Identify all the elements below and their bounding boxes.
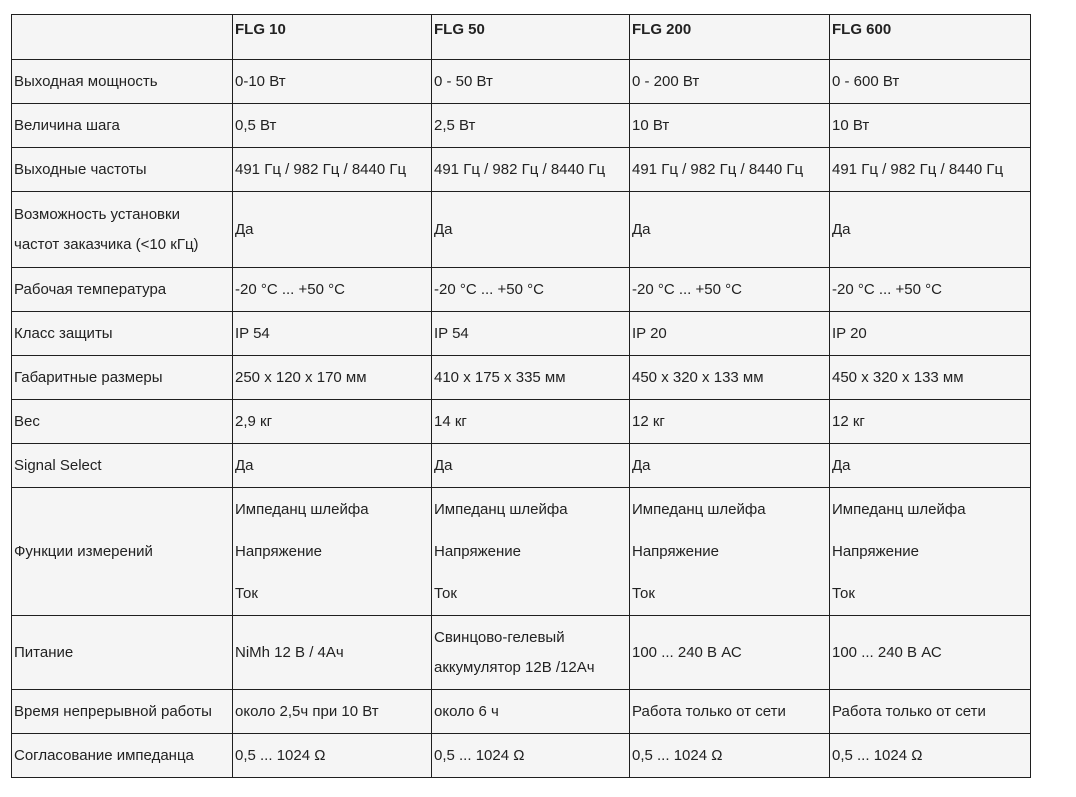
table-cell: 0-10 Вт: [233, 60, 432, 104]
table-cell: Да: [630, 444, 830, 488]
table-cell: Да: [233, 192, 432, 268]
table-cell: 2,9 кг: [233, 400, 432, 444]
table-cell: -20 °C ... +50 °C: [432, 268, 630, 312]
cell-line: Импеданц шлейфа: [235, 500, 369, 518]
table-cell: 0,5 ... 1024 Ω: [630, 734, 830, 778]
cell-line: Импеданц шлейфа: [632, 500, 766, 518]
table-row-custom-frequencies: [12, 192, 1031, 268]
table-row-signal-select: [12, 444, 1031, 488]
table-row-output-power: [12, 60, 1031, 104]
table-cell: [630, 488, 830, 616]
spec-table: [11, 14, 1031, 778]
table-cell: 491 Гц / 982 Гц / 8440 Гц: [830, 148, 1031, 192]
cell-line: аккумулятор 12В /12Ач: [434, 658, 595, 676]
cell-line: Напряжение: [235, 542, 322, 560]
table-cell: 0,5 ... 1024 Ω: [233, 734, 432, 778]
table-cell: 10 Вт: [630, 104, 830, 148]
header-cell-flg-600: FLG 600: [830, 15, 1031, 60]
row-label: Габаритные размеры: [12, 356, 233, 400]
table-cell: 491 Гц / 982 Гц / 8440 Гц: [233, 148, 432, 192]
table-row-power-supply: [12, 616, 1031, 690]
table-cell: -20 °C ... +50 °C: [233, 268, 432, 312]
cell-lines: [632, 489, 829, 615]
table-row-output-frequencies: [12, 148, 1031, 192]
table-row-measurement-functions: [12, 488, 1031, 616]
table-cell: около 2,5ч при 10 Вт: [233, 690, 432, 734]
row-label-line: Возможность установки: [14, 205, 180, 223]
table-row-step-size: [12, 104, 1031, 148]
table-cell: Да: [233, 444, 432, 488]
row-label: Время непрерывной работы: [12, 690, 233, 734]
table-cell: Да: [432, 192, 630, 268]
table-cell: IP 54: [233, 312, 432, 356]
table-cell: Да: [830, 444, 1031, 488]
table-row-dimensions: [12, 356, 1031, 400]
cell-lines: [235, 489, 431, 615]
table-cell: -20 °C ... +50 °C: [630, 268, 830, 312]
table-cell: 410 x 175 x 335 мм: [432, 356, 630, 400]
row-label: Величина шага: [12, 104, 233, 148]
table-cell: [432, 616, 630, 690]
cell-line: Напряжение: [434, 542, 521, 560]
header-cell-flg-10: FLG 10: [233, 15, 432, 60]
table-cell: [233, 488, 432, 616]
table-cell: [830, 488, 1031, 616]
header-cell-flg-200: FLG 200: [630, 15, 830, 60]
cell-line: Напряжение: [632, 542, 719, 560]
header-cell-empty: [12, 15, 233, 60]
table-header-row: [12, 15, 1031, 60]
cell-line: Ток: [832, 584, 855, 602]
row-label: Выходная мощность: [12, 60, 233, 104]
header-cell-flg-50: FLG 50: [432, 15, 630, 60]
table-cell: 100 ... 240 В АС: [830, 616, 1031, 690]
table-cell: IP 54: [432, 312, 630, 356]
cell-line: Свинцово-гелевый: [434, 628, 565, 646]
row-label: Согласование импеданца: [12, 734, 233, 778]
table-cell: около 6 ч: [432, 690, 630, 734]
cell-line: Ток: [434, 584, 457, 602]
row-label: Класс защиты: [12, 312, 233, 356]
cell-lines: [434, 623, 629, 683]
table-cell: 250 x 120 x 170 мм: [233, 356, 432, 400]
table-cell: IP 20: [830, 312, 1031, 356]
table-cell: -20 °C ... +50 °C: [830, 268, 1031, 312]
table-cell: 0,5 Вт: [233, 104, 432, 148]
cell-line: Ток: [235, 584, 258, 602]
cell-lines: [434, 489, 629, 615]
cell-lines: [832, 489, 1030, 615]
row-label: Рабочая температура: [12, 268, 233, 312]
table-cell: 0,5 ... 1024 Ω: [432, 734, 630, 778]
row-label: Питание: [12, 616, 233, 690]
table-cell: 0 - 200 Вт: [630, 60, 830, 104]
table-row-continuous-operation: [12, 690, 1031, 734]
table-row-impedance-matching: [12, 734, 1031, 778]
table-cell: 491 Гц / 982 Гц / 8440 Гц: [630, 148, 830, 192]
table-cell: 0,5 ... 1024 Ω: [830, 734, 1031, 778]
table-row-protection-class: [12, 312, 1031, 356]
row-label: [12, 192, 233, 268]
table-cell: Работа только от сети: [630, 690, 830, 734]
table-cell: Да: [630, 192, 830, 268]
row-label: Функции измерений: [12, 488, 233, 616]
cell-line: Ток: [632, 584, 655, 602]
table-cell: 10 Вт: [830, 104, 1031, 148]
table-cell: 2,5 Вт: [432, 104, 630, 148]
table-cell: 100 ... 240 В АС: [630, 616, 830, 690]
table-cell: Да: [830, 192, 1031, 268]
table-cell: 0 - 600 Вт: [830, 60, 1031, 104]
table-cell: 450 x 320 x 133 мм: [830, 356, 1031, 400]
table-cell: 491 Гц / 982 Гц / 8440 Гц: [432, 148, 630, 192]
row-label: Выходные частоты: [12, 148, 233, 192]
table-cell: 0 - 50 Вт: [432, 60, 630, 104]
table-cell: 12 кг: [630, 400, 830, 444]
table-row-operating-temperature: [12, 268, 1031, 312]
table-cell: Да: [432, 444, 630, 488]
table-row-weight: [12, 400, 1031, 444]
table-cell: 14 кг: [432, 400, 630, 444]
table-cell: 12 кг: [830, 400, 1031, 444]
row-label-line: частот заказчика (<10 кГц): [14, 235, 199, 253]
cell-line: Импеданц шлейфа: [832, 500, 966, 518]
cell-line: Импеданц шлейфа: [434, 500, 568, 518]
table-cell: Работа только от сети: [830, 690, 1031, 734]
table-cell: NiMh 12 В / 4Ач: [233, 616, 432, 690]
row-label: Signal Select: [12, 444, 233, 488]
table-cell: IP 20: [630, 312, 830, 356]
row-label-lines: [14, 200, 232, 260]
cell-line: Напряжение: [832, 542, 919, 560]
row-label: Вес: [12, 400, 233, 444]
table-cell: [432, 488, 630, 616]
table-cell: 450 x 320 x 133 мм: [630, 356, 830, 400]
